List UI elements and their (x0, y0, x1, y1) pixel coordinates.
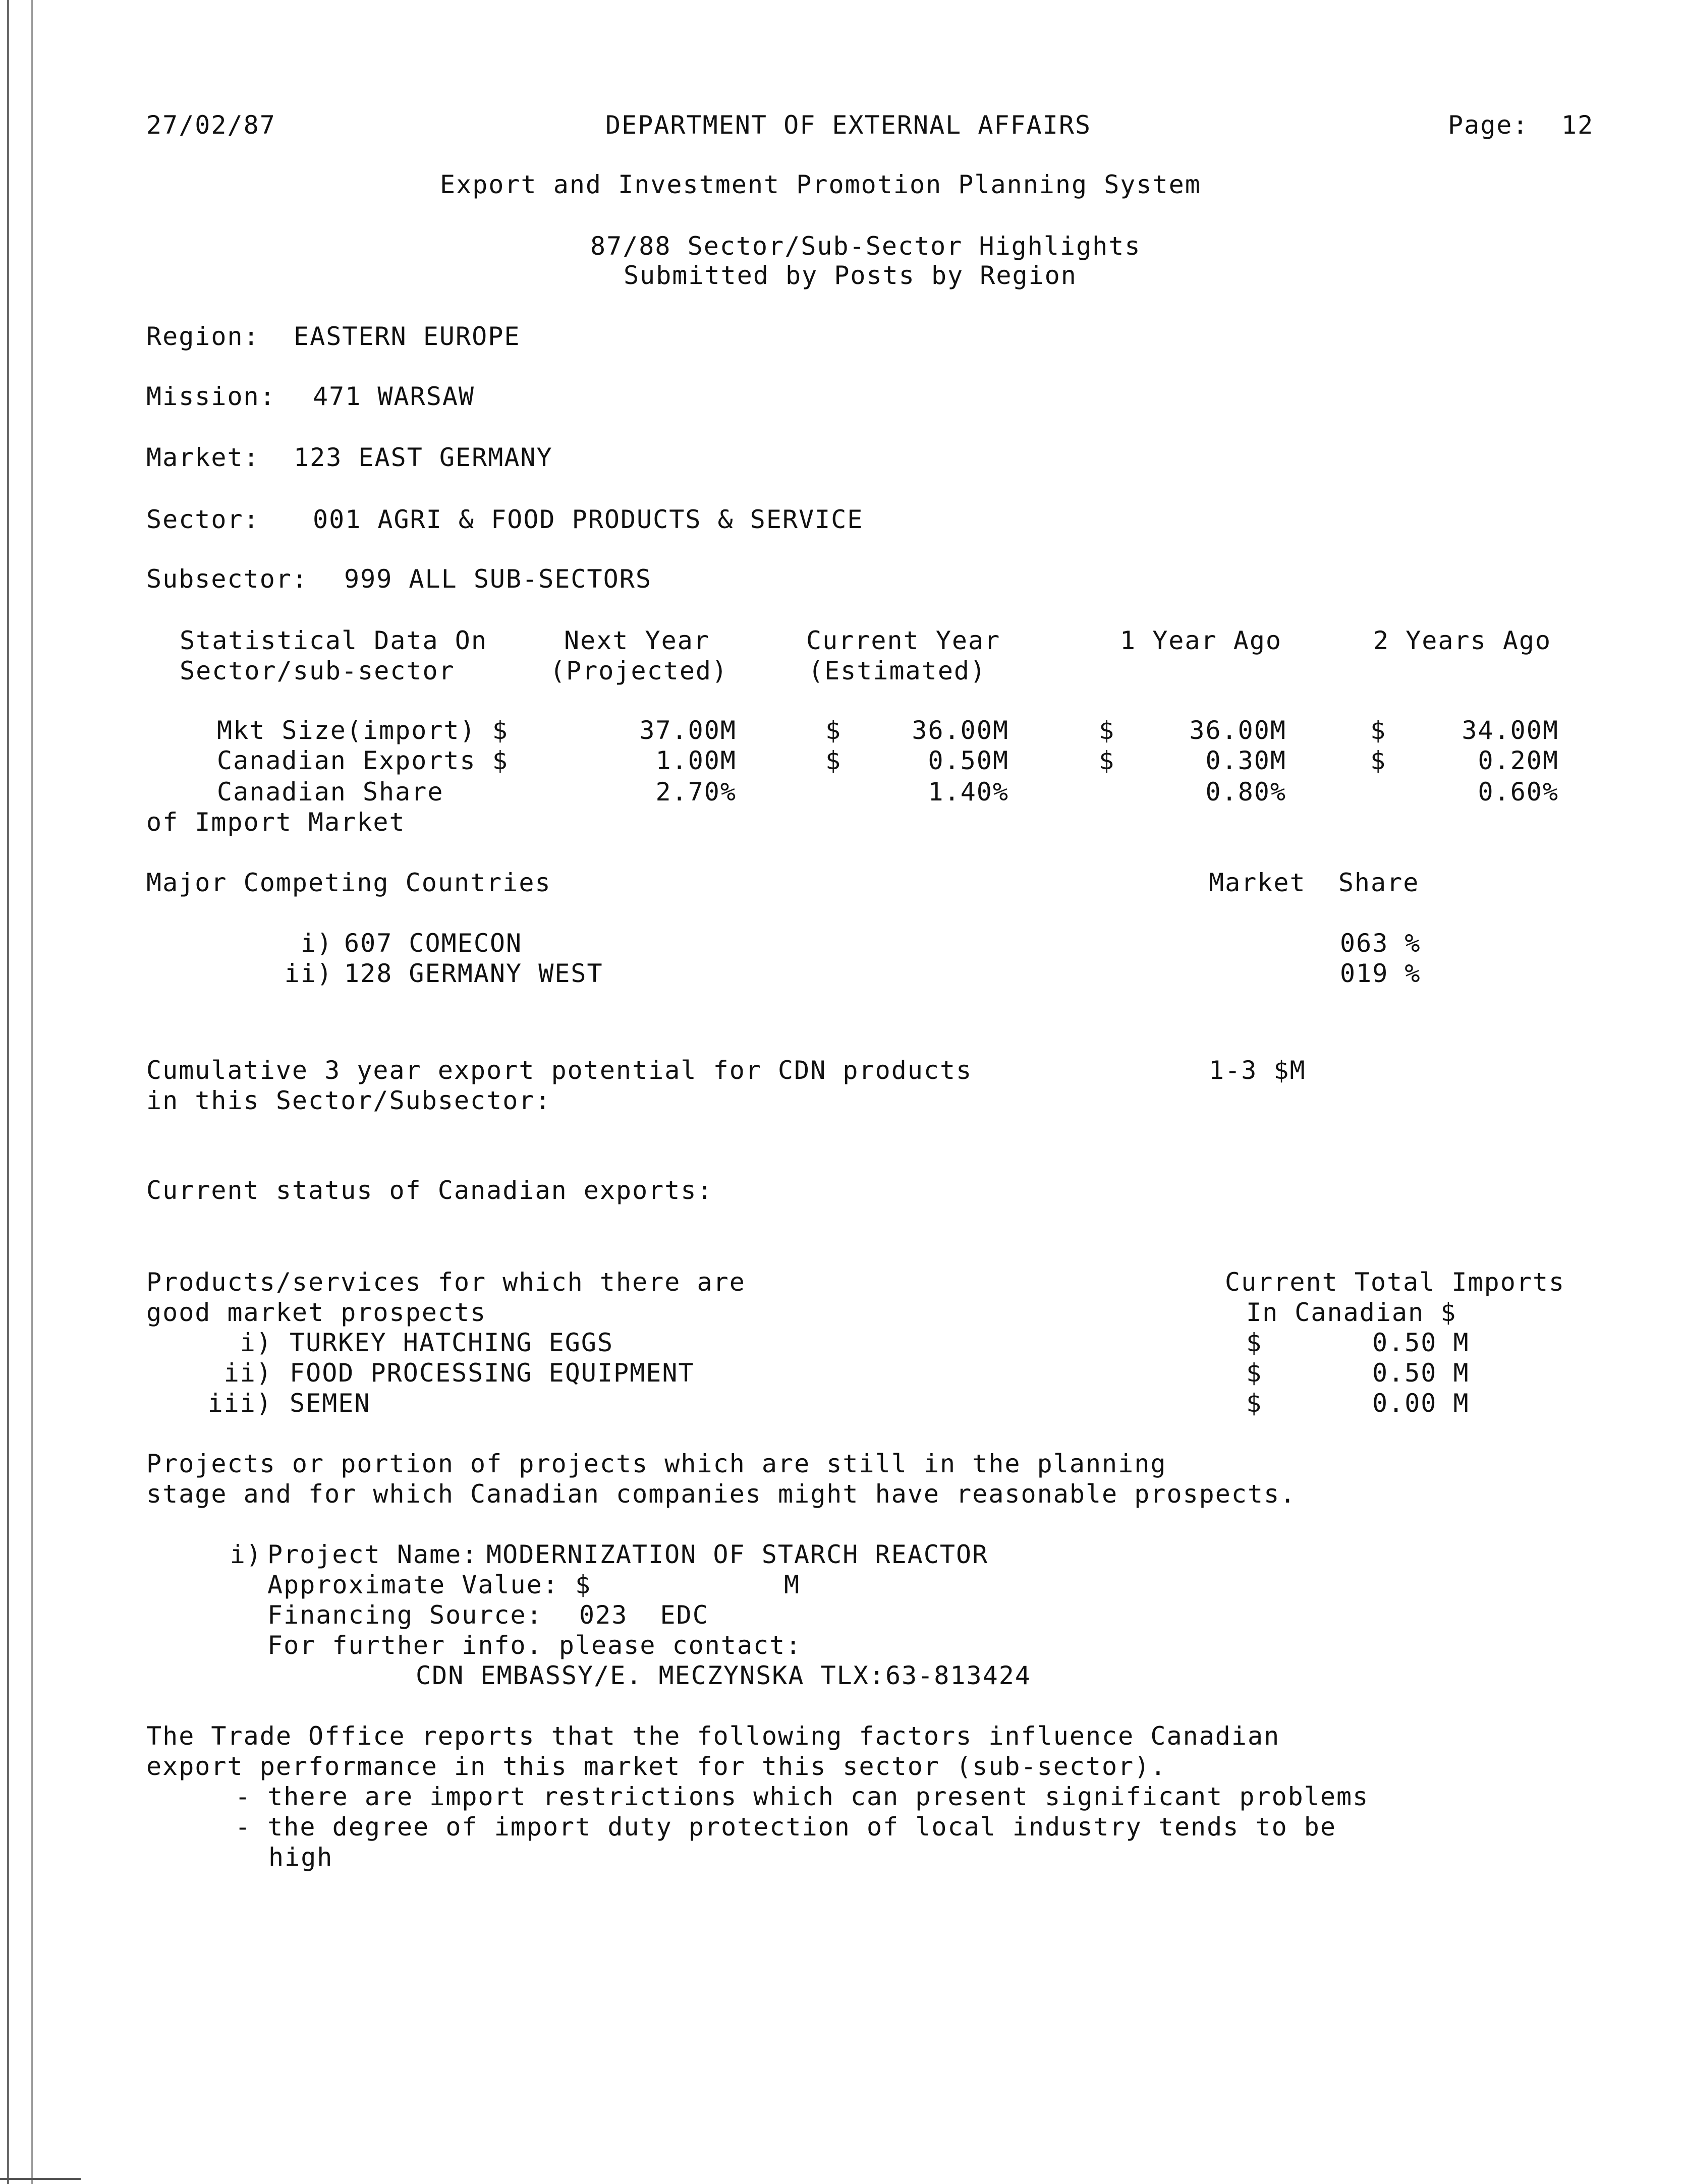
factor-bullet: - the degree of import duty protection of local industry tends to be (235, 1812, 1336, 1842)
competitor-share: 063 % (1340, 929, 1421, 958)
factors-line1: The Trade Office reports that the following factors influence Canadian (146, 1721, 1280, 1751)
competitor-name: 128 GERMANY WEST (344, 959, 603, 988)
page-label: Page: (1448, 110, 1529, 140)
cell-currency: $ (1099, 746, 1115, 775)
region-label: Region: (146, 322, 260, 351)
prospect-currency: $ (1246, 1389, 1263, 1418)
col-header-current-year: Current Year (806, 626, 1001, 655)
prospect-name: TURKEY HATCHING EGGS (290, 1328, 614, 1357)
cell-currency: $ (825, 716, 842, 745)
market-label: Market: (146, 443, 260, 472)
potential-line1: Cumulative 3 year export potential for CDN products (146, 1056, 973, 1085)
prospect-name: FOOD PROCESSING EQUIPMENT (290, 1358, 695, 1388)
report-subtitle: Submitted by Posts by Region (624, 261, 1077, 290)
prospect-currency: $ (1246, 1358, 1263, 1388)
prospect-number: iii) (207, 1389, 272, 1418)
col-header-next-year: Next Year (564, 626, 710, 655)
cell-exports-current-year: 0.50M (928, 746, 1009, 775)
project-name: MODERNIZATION OF STARCH REACTOR (486, 1540, 989, 1569)
cell-share-2-years-ago: 0.60% (1478, 777, 1559, 807)
potential-line2: in this Sector/Subsector: (146, 1086, 551, 1115)
cell-mkt-size-1-year-ago: 36.00M (1189, 716, 1286, 745)
row-label-mkt-size: Mkt Size(import) $ (217, 716, 509, 745)
col-header-2-years-ago: 2 Years Ago (1373, 626, 1552, 655)
col-subheader-next-year: (Projected) (550, 656, 728, 685)
cell-share-next-year: 2.70% (655, 777, 737, 807)
imports-heading-line1: Current Total Imports (1225, 1268, 1565, 1297)
cell-mkt-size-current-year: 36.00M (912, 716, 1009, 745)
imports-heading-line2: In Canadian $ (1246, 1298, 1457, 1327)
stats-heading-line2: Sector/sub-sector (180, 656, 455, 685)
row-label-canadian-exports: Canadian Exports $ (217, 746, 509, 775)
sector-value: 001 AGRI & FOOD PRODUCTS & SERVICE (313, 505, 864, 534)
factors-line2: export performance in this market for this sector (sub-sector). (146, 1752, 1167, 1781)
scan-edge-inner (31, 0, 33, 2184)
project-number: i) (230, 1540, 262, 1569)
competitor-number: i) (300, 929, 333, 958)
factor-bullet: - there are import restrictions which can present significant problems (235, 1782, 1369, 1811)
prospect-currency: $ (1246, 1328, 1263, 1357)
financing-source-label: Financing Source: (267, 1600, 543, 1630)
prospect-amount: 0.50 M (1372, 1328, 1470, 1357)
department-name: DEPARTMENT OF EXTERNAL AFFAIRS (605, 110, 1092, 140)
row-label-canadian-share: Canadian Share (217, 777, 444, 807)
report-title: 87/88 Sector/Sub-Sector Highlights (590, 232, 1141, 261)
col-subheader-current-year: (Estimated) (808, 656, 987, 685)
competitors-heading: Major Competing Countries (146, 868, 551, 897)
scan-edge-bottom (0, 2178, 81, 2180)
report-date: 27/02/87 (146, 110, 276, 140)
sector-label: Sector: (146, 505, 260, 534)
cell-share-current-year: 1.40% (928, 777, 1009, 807)
prospect-number: i) (240, 1328, 272, 1357)
approximate-value-unit: M (784, 1570, 801, 1599)
mission-value: 471 WARSAW (313, 382, 475, 411)
cell-currency: $ (1099, 716, 1115, 745)
cell-mkt-size-2-years-ago: 34.00M (1462, 716, 1559, 745)
projects-line2: stage and for which Canadian companies might have reasonable prospects. (146, 1479, 1297, 1509)
subsector-value: 999 ALL SUB-SECTORS (344, 564, 652, 594)
stats-heading-line1: Statistical Data On (180, 626, 487, 655)
market-value: 123 EAST GERMANY (294, 443, 553, 472)
prospects-line2: good market prospects (146, 1298, 487, 1327)
market-share-heading: Market Share (1209, 868, 1420, 897)
current-status-line: Current status of Canadian exports: (146, 1176, 713, 1205)
prospect-number: ii) (223, 1358, 272, 1388)
projects-line1: Projects or portion of projects which are still in the planning (146, 1449, 1167, 1478)
prospect-amount: 0.50 M (1372, 1358, 1470, 1388)
scan-edge-left (7, 0, 9, 2184)
competitor-share: 019 % (1340, 959, 1421, 988)
col-header-1-year-ago: 1 Year Ago (1120, 626, 1282, 655)
cell-exports-next-year: 1.00M (655, 746, 737, 775)
potential-value: 1-3 $M (1209, 1056, 1306, 1085)
prospects-line1: Products/services for which there are (146, 1268, 746, 1297)
cell-currency: $ (1370, 716, 1387, 745)
contact-details: CDN EMBASSY/E. MECZYNSKA TLX:63-813424 (416, 1661, 1031, 1690)
financing-source: 023 EDC (579, 1600, 709, 1630)
cell-currency: $ (1370, 746, 1387, 775)
cell-exports-1-year-ago: 0.30M (1205, 746, 1286, 775)
region-value: EASTERN EUROPE (294, 322, 521, 351)
factor-continuation: high (268, 1843, 333, 1872)
prospect-amount: 0.00 M (1372, 1389, 1470, 1418)
project-name-label: Project Name: (267, 1540, 478, 1569)
prospect-name: SEMEN (290, 1389, 371, 1418)
cell-share-1-year-ago: 0.80% (1205, 777, 1286, 807)
subsector-label: Subsector: (146, 564, 309, 594)
competitor-number: ii) (284, 959, 333, 988)
share-suffix: of Import Market (146, 808, 406, 837)
contact-label: For further info. please contact: (267, 1631, 802, 1660)
competitor-name: 607 COMECON (344, 929, 523, 958)
mission-label: Mission: (146, 382, 276, 411)
cell-exports-2-years-ago: 0.20M (1478, 746, 1559, 775)
system-name: Export and Investment Promotion Planning System (440, 170, 1201, 199)
cell-currency: $ (825, 746, 842, 775)
page-number: 12 (1561, 110, 1594, 140)
approximate-value-label: Approximate Value: $ (267, 1570, 592, 1599)
cell-mkt-size-next-year: 37.00M (639, 716, 737, 745)
